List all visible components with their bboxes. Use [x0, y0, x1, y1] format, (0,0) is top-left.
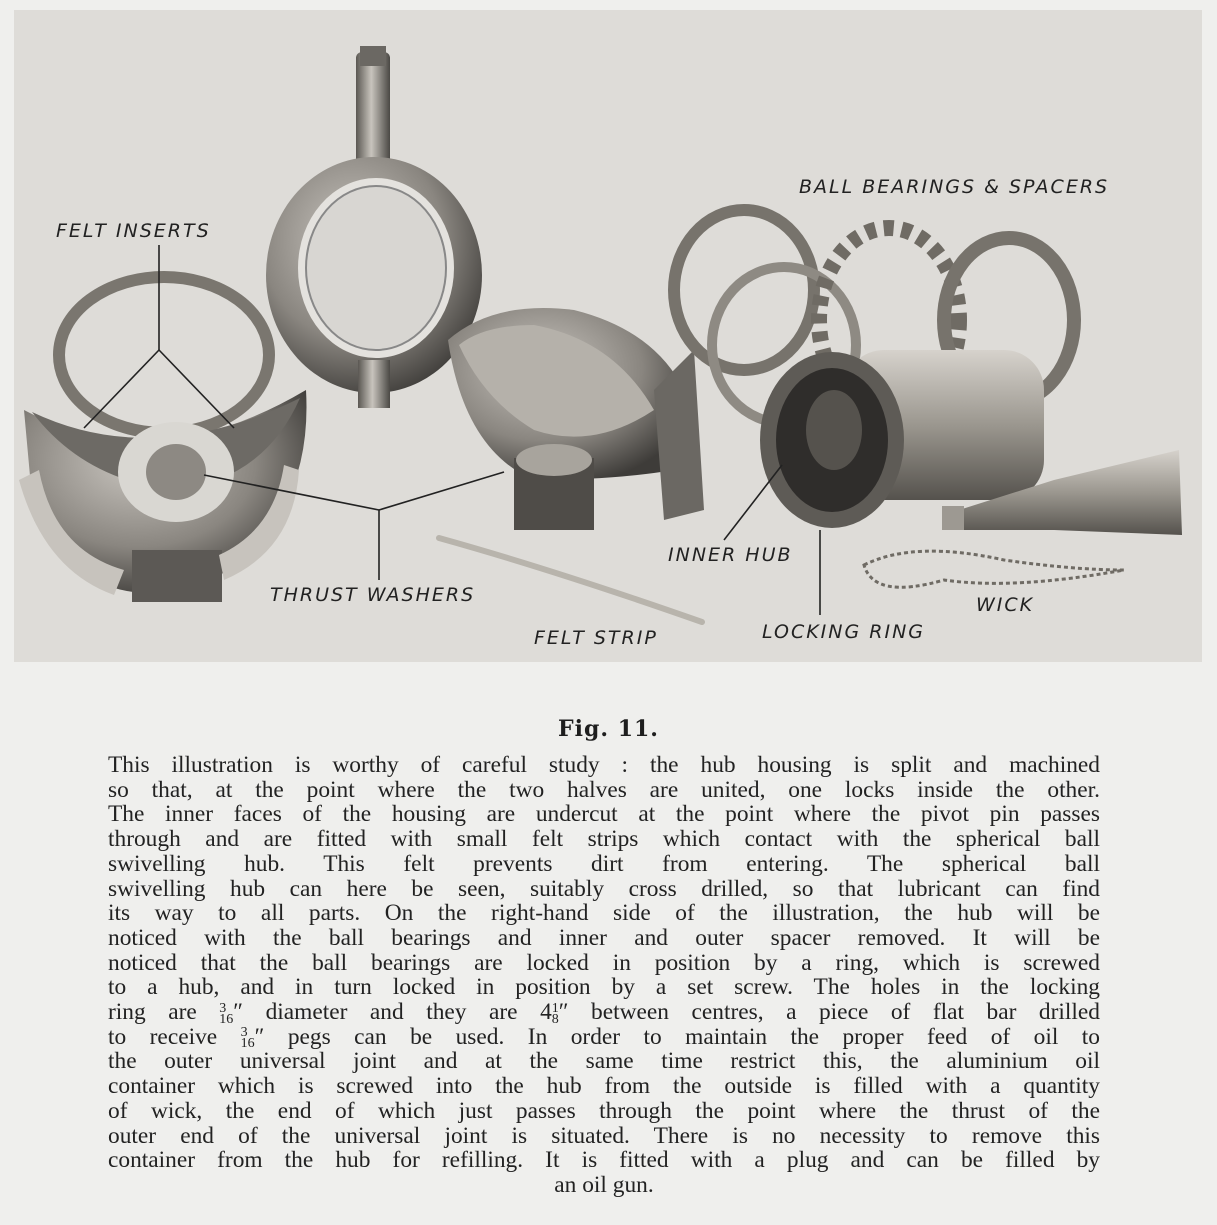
fraction-numerator: 3: [240, 1025, 248, 1041]
caption-line: noticed with the ball bearings and inner and outer spacer removed. It will be: [108, 924, 1100, 951]
caption-line: swivelling hub. This felt prevents dirt from entering. The spherical ball: [108, 850, 1100, 877]
inch-mark: ″: [254, 1023, 265, 1050]
housing-half-upper: [266, 46, 482, 408]
fraction-three-sixteenths: [219, 1000, 234, 1027]
figure-caption-title: Fig. 11.: [558, 716, 659, 742]
text-segment: diameter and they are 4: [265, 999, 552, 1026]
caption-line: the outer universal joint and at the same time restrict this, the aluminium oil: [108, 1048, 1100, 1075]
label-thrust-washers: THRUST WASHERS: [270, 584, 476, 606]
caption-line: container which is screwed into the hub from the outside is filled with a quantity: [108, 1073, 1100, 1100]
caption-line: to a hub, and in turn locked in position by a set screw. The holes in the locking: [108, 974, 1100, 1001]
text-segment: pegs can be used. In order to maintain the proper feed of oil to: [287, 1023, 1100, 1050]
text-segment: between centres, a piece of flat bar drilled: [591, 999, 1100, 1026]
fraction-denominator: 16: [219, 1011, 234, 1027]
label-wick: WICK: [976, 594, 1035, 616]
fraction-denominator: 16: [240, 1036, 255, 1052]
caption-line: The inner faces of the housing are undercut at the point where the pivot pin passes: [108, 801, 1100, 828]
fraction-numerator: 1: [551, 1000, 559, 1016]
fraction-three-sixteenths: [240, 1025, 255, 1052]
caption-line: outer end of the universal joint is situated. There is no necessity to remove this: [108, 1122, 1100, 1149]
caption-line-fractions-1: [108, 1000, 1100, 1025]
caption-line: of wick, the end of which just passes through the point where the thrust of the: [108, 1097, 1100, 1124]
hub-parts-illustration: [14, 10, 1202, 662]
caption-line: container from the hub for refilling. It is fitted with a plug and can be filled by: [108, 1147, 1100, 1174]
inch-mark: ″: [558, 999, 569, 1026]
caption-line: through and are fitted with small felt strips which contact with the spherical ball: [108, 826, 1100, 853]
caption-line: This illustration is worthy of careful study : the hub housing is split and machined: [108, 752, 1100, 778]
fraction-one-eighth: [551, 1000, 559, 1027]
housing-half-right: [448, 308, 704, 530]
text-segment: ring are: [108, 999, 197, 1026]
caption-line: its way to all parts. On the right-hand side of the illustration, the hub will be: [108, 900, 1100, 927]
wick-shape: [864, 551, 1124, 587]
caption-line-fractions-2: [108, 1025, 1100, 1050]
fraction-denominator: 8: [551, 1011, 559, 1027]
fraction-numerator: 3: [219, 1000, 227, 1016]
label-felt-strip: FELT STRIP: [534, 627, 658, 649]
housing-half-left: [19, 390, 307, 602]
caption-line: swivelling hub can here be seen, suitably cross drilled, so that lubricant can find: [108, 875, 1100, 902]
caption-line-last: an oil gun.: [554, 1171, 654, 1198]
caption-line: so that, at the point where the two halves are united, one locks inside the other.: [108, 776, 1100, 803]
figure-photo: [14, 10, 1202, 662]
inch-mark: ″: [233, 999, 244, 1026]
caption-line: noticed that the ball bearings are locked in position by a ring, which is screwed: [108, 949, 1100, 976]
label-ball-bearings: BALL BEARINGS & SPACERS: [799, 176, 1110, 198]
felt-strip-shape: [439, 538, 702, 622]
figure-caption-body: [108, 753, 1100, 1198]
label-inner-hub: INNER HUB: [668, 544, 793, 566]
text-segment: to receive: [108, 1023, 218, 1050]
label-felt-inserts: FELT INSERTS: [56, 220, 211, 242]
label-locking-ring: LOCKING RING: [762, 621, 926, 643]
